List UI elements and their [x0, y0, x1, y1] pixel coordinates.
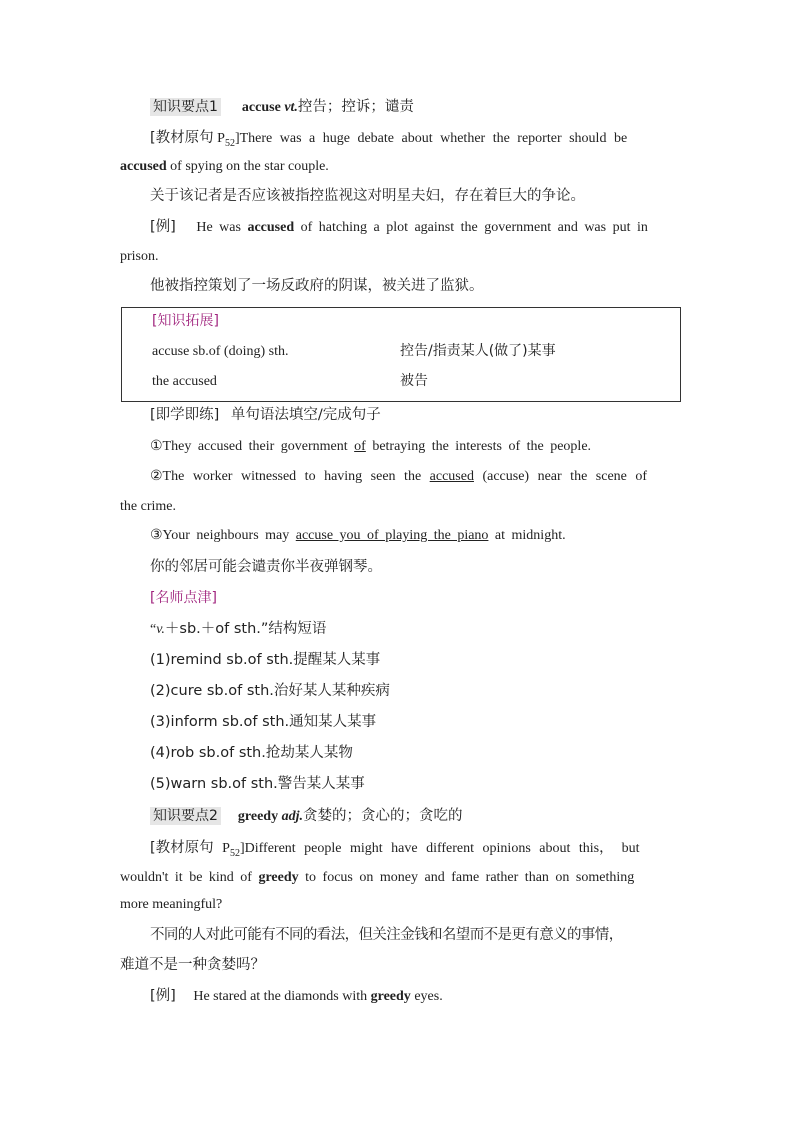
kp1-tag: 知识要点1	[150, 98, 221, 116]
kp1-source-line1	[150, 129, 675, 153]
tips-item-3: (3)inform sb.of sth.通知某人某事	[150, 714, 377, 730]
kp2-example	[150, 987, 705, 1006]
kp2-source-line1	[150, 839, 675, 863]
q3-post: at midnight.	[488, 528, 566, 543]
kp1-source-bold: accused	[120, 159, 167, 174]
kp2-source-translation-2: 难道不是一种贪婪吗？	[120, 957, 265, 973]
kp1-source-translation: 关于该记者是否应该被指控监视这对明星夫妇，存在着巨大的争论。	[150, 188, 585, 204]
q2-pre: ②The worker witnessed to having seen the	[150, 469, 430, 484]
practice-q2-line1	[150, 468, 675, 486]
kp2-example-pre: He stared at the diamonds with	[193, 989, 371, 1004]
kp1-example-post: of hatching a plot against the government and was put in	[294, 220, 648, 235]
kp2-meaning: 贪婪的；贪心的；贪吃的	[303, 808, 463, 824]
kp2-example-post: eyes.	[410, 989, 443, 1004]
kp2-source-pre: wouldn't it be kind of	[120, 870, 259, 885]
practice-q3-translation: 你的邻居可能会谴责你半夜弹钢琴。	[150, 559, 382, 575]
practice-q3	[150, 527, 705, 545]
kp1-example-pre: He was	[196, 220, 248, 235]
kp1-example-translation: 他被指控策划了一场反政府的阴谋，被关进了监狱。	[150, 278, 484, 294]
kp2-source-line3: more meaningful?	[120, 897, 223, 912]
kp1-source-page: P	[217, 131, 225, 146]
q2-answer: accused	[429, 469, 474, 484]
tips-item-5: (5)warn sb.of sth.警告某人某事	[150, 776, 365, 792]
expansion-row-1-en: accuse sb.of (doing) sth.	[152, 344, 289, 359]
kp1-example-bold: accused	[247, 220, 295, 235]
kp1-source-text-1: ]There was a huge debate about whether the reporter should be	[234, 131, 628, 146]
kp1-word: accuse	[241, 100, 281, 115]
kp2-source-bold: greedy	[258, 870, 299, 885]
tips-item-4: (4)rob sb.of sth.抢劫某人某物	[150, 745, 353, 761]
expansion-row-1-cn: 控告/指责某人(做了)某事	[400, 343, 556, 359]
kp2-tag: 知识要点2	[150, 807, 221, 825]
tips-structure	[150, 620, 705, 639]
kp2-source-page-sub: 52	[229, 847, 240, 859]
q2-post: (accuse) near the scene of	[473, 469, 648, 484]
kp2-source-label: [教材原句	[150, 840, 214, 856]
kp2-pos: adj.	[281, 809, 303, 824]
kp2-source-post: to focus on money and fame rather than on something	[298, 870, 635, 885]
kp2-source-line2	[120, 869, 675, 887]
kp2-example-label: [例]	[150, 988, 176, 1004]
kp1-example-line1	[150, 218, 675, 237]
tips-item-1: (1)remind sb.of sth.提醒某人某事	[150, 652, 381, 668]
q1-answer: of	[354, 439, 366, 454]
knowledge-expansion-box	[121, 307, 681, 402]
tips-label: [名师点津]	[150, 590, 217, 606]
q3-answer: accuse you of playing the piano	[295, 528, 489, 543]
practice-label: [即学即练]	[150, 407, 220, 423]
kp1-source-line2	[120, 158, 675, 176]
kp1-heading	[150, 98, 705, 117]
tips-structure-v: v.	[156, 622, 165, 637]
practice-title: 单句语法填空/完成句子	[230, 407, 381, 423]
tips-structure-quote: “	[150, 622, 157, 637]
tips-item-2: (2)cure sb.of sth.治好某人某种疾病	[150, 683, 390, 699]
kp1-source-page-sub: 52	[224, 137, 235, 149]
tips-structure-rest: ＋sb.＋of sth.”结构短语	[164, 621, 327, 637]
expansion-row-2-en: the accused	[152, 374, 217, 389]
practice-q1	[150, 438, 705, 456]
q1-pre: ①They accused their government	[150, 439, 355, 454]
kp2-source-text-1: ]Different people might have different opinions about this， but	[239, 841, 640, 856]
kp2-example-bold: greedy	[370, 989, 411, 1004]
kp1-example-line2: prison.	[120, 249, 159, 264]
kp1-example-label: [例]	[150, 219, 176, 235]
expansion-title: [知识拓展]	[152, 313, 219, 329]
kp2-source-translation-1: 不同的人对此可能有不同的看法，但关注金钱和名望而不是更有意义的事情，	[150, 927, 623, 943]
practice-heading	[150, 406, 705, 425]
kp1-source-label: [教材原句	[150, 130, 214, 146]
kp2-heading	[150, 807, 705, 826]
kp1-pos: vt.	[284, 100, 298, 115]
kp2-source-page: P	[222, 841, 230, 856]
expansion-row-2-cn: 被告	[400, 373, 428, 389]
q3-pre: ③Your neighbours may	[150, 528, 296, 543]
kp1-meaning: 控告；控诉；谴责	[297, 99, 414, 115]
practice-q2-line2: the crime.	[120, 499, 176, 514]
kp2-word: greedy	[237, 809, 279, 824]
q1-post: betraying the interests of the people.	[365, 439, 592, 454]
kp1-source-text-2: of spying on the star couple.	[166, 159, 329, 174]
